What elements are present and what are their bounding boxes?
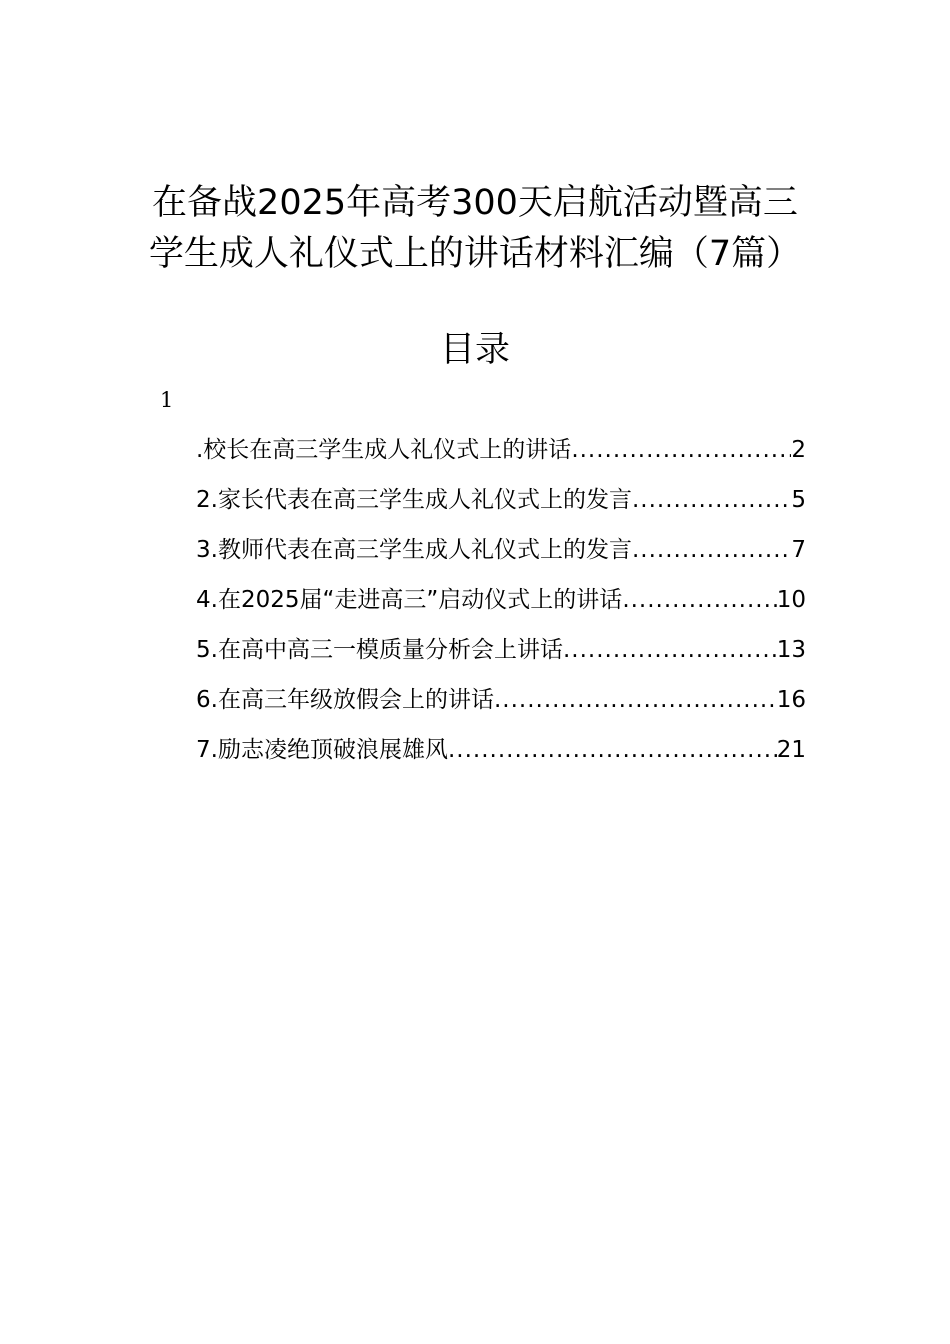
toc-entry-page: 21 [776,737,806,763]
toc-entry-page: 2 [791,437,806,463]
toc-entry-page: 10 [776,587,806,613]
toc-leader-dots [563,630,777,670]
document-title-line-1: 在备战2025年高考300天启航活动暨高三 [152,183,798,223]
toc-entry-page: 13 [776,637,806,663]
toc-leader-dots [571,430,791,470]
toc-entry-3[interactable] [196,530,806,580]
toc-entry-6[interactable] [196,680,806,730]
toc-entry-page: 16 [776,687,806,713]
toc-entry-label: 6.在高三年级放假会上的讲话 [196,687,494,713]
toc-entry-label: .校长在高三学生成人礼仪式上的讲话 [196,437,572,463]
toc-entry-label: 3.教师代表在高三学生成人礼仪式上的发言 [196,537,632,563]
toc-leader-dots [622,580,776,620]
toc-heading: 目录 [439,330,510,370]
toc-entry-2[interactable] [196,480,806,530]
toc-leader-dots [494,680,777,720]
stray-list-number: 1 [160,388,174,412]
toc-entry-label: 5.在高中高三一模质量分析会上讲话 [196,637,563,663]
toc-leader-dots [632,530,791,570]
toc-entry-page: 7 [791,537,806,563]
toc-entry-7[interactable] [196,730,806,780]
document-title-line-2: 学生成人礼仪式上的讲话材料汇编（7篇） [148,234,802,274]
toc-entry-label: 7.励志凌绝顶破浪展雄风 [196,737,448,763]
toc-entry-1[interactable] [196,430,806,480]
toc-entry-5[interactable] [196,630,806,680]
toc-entry-label: 2.家长代表在高三学生成人礼仪式上的发言 [196,487,632,513]
toc-entry-page: 5 [791,487,806,513]
document-title [100,178,850,280]
table-of-contents [196,430,806,780]
toc-entry-4[interactable] [196,580,806,630]
toc-leader-dots [632,480,791,520]
toc-leader-dots [448,730,777,770]
toc-entry-label: 4.在2025届“走进高三”启动仪式上的讲话 [196,587,623,613]
